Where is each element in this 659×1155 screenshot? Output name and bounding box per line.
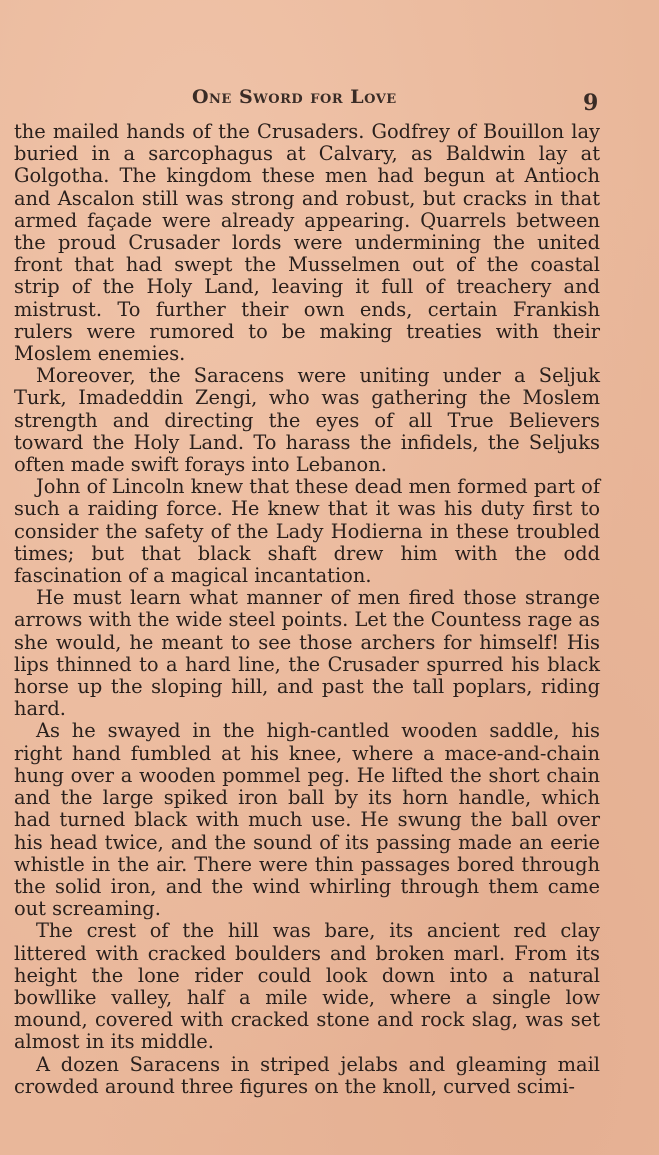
paragraph-2: Moreover, the Saracens were uniting under a Seljuk Turk, Imadeddin Zengi, who was gathering the Moslem strength and directing the eyes of all True Believers toward the Holy Land. To harass the infidels, the Seljuks often made swift forays into Lebanon. — [14, 364, 600, 477]
paragraph-1: the mailed hands of the Crusaders. Godfrey of Bouillon lay buried in a sarcophagus at Calvary, as Baldwin lay at Golgotha. The kingdom these men had begun at Antioch and Ascalon still was strong and robust, but cracks in that armed façade were already appearing. Quarrels between the proud Crusader lords were undermining the united front that had swept the Musselmen out of the coastal strip of the Holy Land, leaving it full of treachery and mistrust. To further their own ends, certain Frankish rulers were rumored to be making treaties with their Moslem enemies. — [14, 120, 600, 366]
page-number: 9 — [583, 90, 599, 116]
page-header — [0, 86, 659, 116]
paragraph-4: He must learn what manner of men fired those strange arrows with the wide steel points. Let the Countess rage as she would, he meant to see those archers for himself! His lips thinned to a hard line, the Crusader spurred his black horse up the sloping hill, and past the tall poplars, riding hard. — [14, 586, 600, 721]
paragraph-3: John of Lincoln knew that these dead men formed part of such a raiding force. He knew that it was his duty first to consider the safety of the Lady Hodierna in these troubled times; but that black shaft drew him with the odd fascination of a magical incantation. — [14, 475, 600, 588]
paragraph-7: A dozen Saracens in striped jelabs and gleaming mail crowded around three figures on the knoll, curved scimi- — [14, 1052, 600, 1098]
page-body — [14, 121, 600, 1098]
running-title: One Sword for Love — [192, 86, 397, 108]
paragraph-5: As he swayed in the high-cantled wooden saddle, his right hand fumbled at his knee, where a mace-and-chain hung over a wooden pommel peg. He lifted the short chain and the large spiked iron ball by its horn handle, which had turned black with much use. He swung the ball over his head twice, and the sound of its passing made an eerie whistle in the air. There were thin passages bored through the solid iron, and the wind whirling through them came out screaming. — [14, 719, 600, 921]
paragraph-6: The crest of the hill was bare, its ancient red clay littered with cracked boulders and broken marl. From its height the lone rider could look down into a natural bowllike valley, half a mile wide, where a single low mound, covered with cracked stone and rock slag, was set almost in its middle. — [14, 919, 600, 1054]
